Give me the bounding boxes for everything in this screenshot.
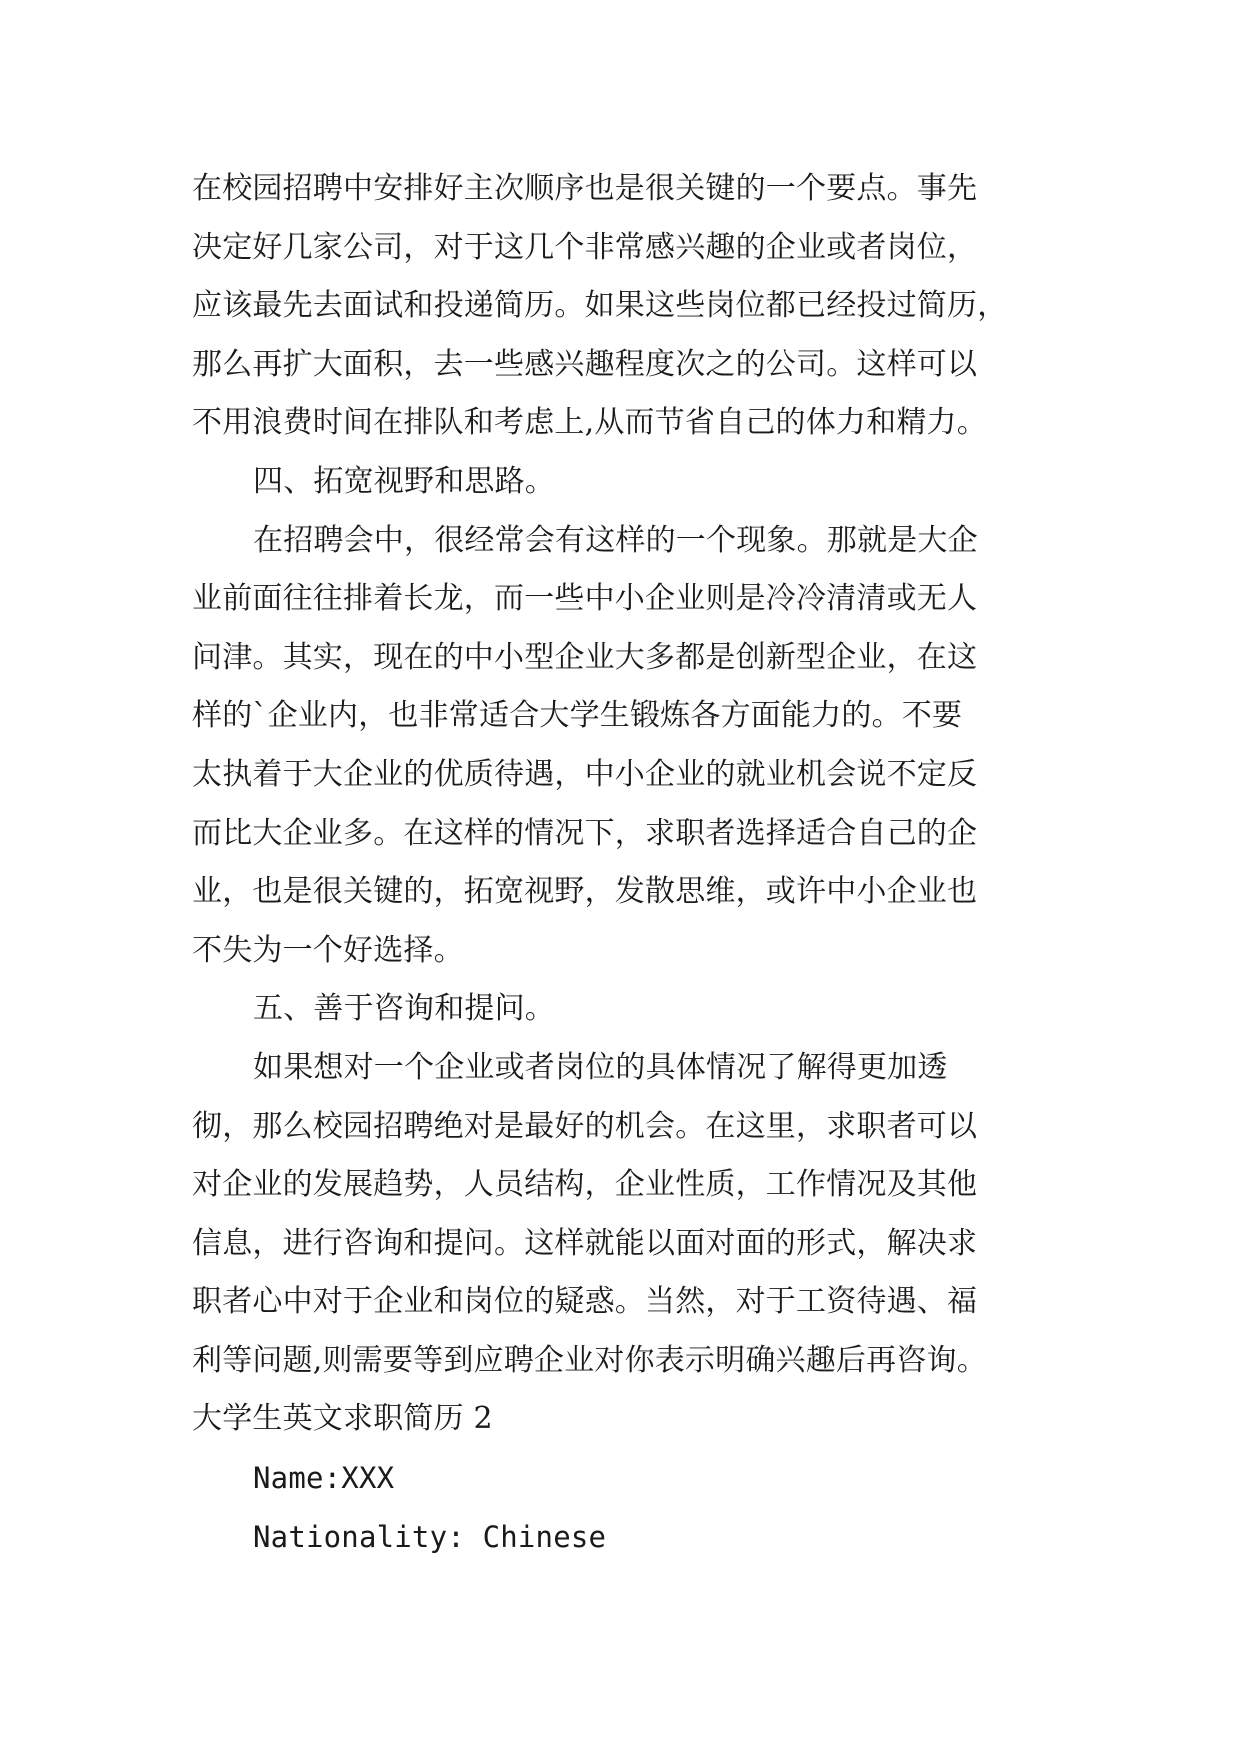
paragraph-line: 不用浪费时间在排队和考虑上,从而节省自己的体力和精力。: [192, 405, 987, 441]
paragraph-line: 业，也是很关键的，拓宽视野，发散思维，或许中小企业也: [192, 874, 978, 910]
paragraph-line: 决定好几家公司，对于这几个非常感兴趣的企业或者岗位，: [192, 229, 978, 265]
resume-title: 大学生英文求职简历 2: [192, 1401, 493, 1437]
paragraph-line: 不失为一个好选择。: [192, 932, 464, 968]
resume-nationality-field: Nationality: Chinese: [253, 1519, 607, 1554]
paragraph-line: 如果想对一个企业或者岗位的具体情况了解得更加透: [253, 1049, 948, 1085]
document-body: [192, 160, 1092, 1566]
paragraph-line: 利等问题,则需要等到应聘企业对你表示明确兴趣后再咨询。: [192, 1342, 987, 1378]
paragraph-line: 信息，进行咨询和提问。这样就能以面对面的形式，解决求: [192, 1225, 978, 1261]
paragraph-line: 彻，那么校园招聘绝对是最好的机会。在这里，求职者可以: [192, 1108, 978, 1144]
paragraph-line: 在招聘会中，很经常会有这样的一个现象。那就是大企: [253, 522, 978, 558]
paragraph-line: 应该最先去面试和投递简历。如果这些岗位都已经投过简历，: [192, 288, 1008, 324]
paragraph-line: 太执着于大企业的优质待遇，中小企业的就业机会说不定反: [192, 756, 978, 792]
paragraph-line: 业前面往往排着长龙，而一些中小企业则是冷冷清清或无人: [192, 581, 978, 617]
paragraph-line: 对企业的发展趋势，人员结构，企业性质，工作情况及其他: [192, 1167, 978, 1203]
paragraph-line: 样的`企业内，也非常适合大学生锻炼各方面能力的。不要: [192, 698, 963, 734]
paragraph-line: 问津。其实，现在的中小型企业大多都是创新型企业，在这: [192, 639, 978, 675]
paragraph-line: 而比大企业多。在这样的情况下，求职者选择适合自己的企: [192, 815, 978, 851]
paragraph-line: 在校园招聘中安排好主次顺序也是很关键的一个要点。事先: [192, 171, 978, 206]
section-heading: 五、善于咨询和提问。: [253, 991, 555, 1027]
paragraph-line: 那么再扩大面积，去一些感兴趣程度次之的公司。这样可以: [192, 346, 978, 382]
section-heading: 四、拓宽视野和思路。: [253, 463, 555, 499]
paragraph-line: 职者心中对于企业和岗位的疑惑。当然，对于工资待遇、福: [192, 1284, 978, 1320]
resume-name-field: Name:XXX: [253, 1461, 395, 1496]
